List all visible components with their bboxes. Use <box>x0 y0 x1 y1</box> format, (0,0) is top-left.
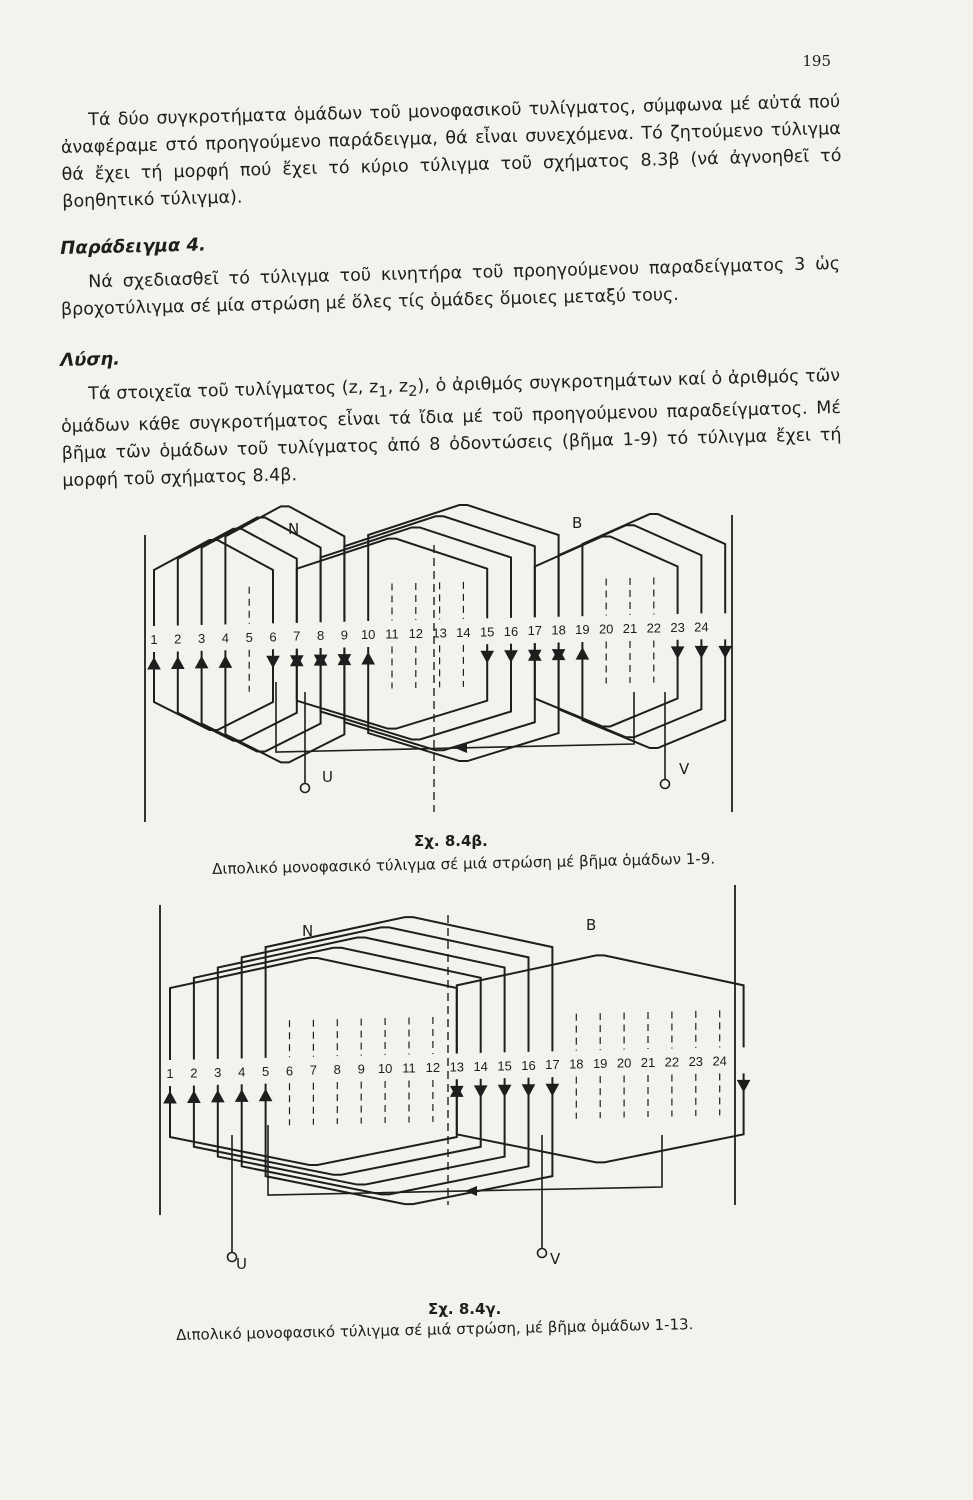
slot-number: 3 <box>197 630 206 646</box>
pole-n-label: N <box>302 922 314 940</box>
slot-number: 12 <box>425 1059 441 1075</box>
current-arrow <box>499 1085 511 1096</box>
slot-number: 17 <box>545 1057 560 1073</box>
slot-number: 6 <box>269 629 277 645</box>
slot-number: 24 <box>712 1053 727 1069</box>
current-arrow <box>236 1090 248 1101</box>
slot-number: 4 <box>238 1064 246 1080</box>
solution-heading: Λύση. <box>60 348 121 371</box>
terminal-v-circle <box>538 1249 547 1258</box>
current-arrow <box>523 1085 535 1096</box>
slot-number: 7 <box>293 628 301 644</box>
coil-top-end <box>242 927 529 1058</box>
slot-number: 2 <box>190 1065 198 1081</box>
current-arrow <box>738 1080 750 1091</box>
terminal-v-label: V <box>679 760 690 778</box>
figure-8-4c-caption: Διπολικό μονοφασικό τύλιγμα σέ μιά στρώση, μέ βῆμα ὁμάδων 1-13. <box>176 1315 694 1344</box>
pole-n-label: N <box>288 520 300 538</box>
slot-number: 7 <box>309 1062 318 1078</box>
coil-top-end <box>218 938 505 1059</box>
slot-number: 14 <box>473 1058 488 1074</box>
slot-number: 16 <box>503 623 519 639</box>
slot-number: 18 <box>551 622 566 638</box>
paragraph-2: Νά σχεδιασθεῖ τό τύλιγμα τοῦ κινητήρα τοῦ προηγούμενου παραδείγματος 3 ὡς βροχοτύλιγμα σέ μία στρώση μέ ὅλες τίς ὁμάδες ὅμοιες μεταξύ τους. <box>60 253 841 320</box>
slot-number: 23 <box>670 619 685 635</box>
slot-number: 8 <box>316 628 325 644</box>
current-arrow <box>212 1091 224 1102</box>
terminal-u-label: U <box>322 768 333 786</box>
slot-number: 1 <box>166 1066 174 1081</box>
slot-number: 19 <box>592 1056 608 1072</box>
slot-number: 15 <box>497 1058 512 1074</box>
slot-number: 2 <box>174 631 182 647</box>
slot-number: 1 <box>150 632 158 647</box>
slot-number: 21 <box>640 1055 656 1070</box>
connection-arrow <box>465 1186 477 1196</box>
pole-b-label: B <box>572 514 583 532</box>
slot-number: 11 <box>402 1060 416 1076</box>
figure-8-4b-caption: Διπολικό μονοφασικό τύλιγμα σέ μιά στρώση μέ βῆμα ὁμάδων 1-9. <box>212 849 716 878</box>
current-arrow <box>164 1092 176 1103</box>
current-arrow <box>260 1090 272 1101</box>
current-arrow <box>475 1086 487 1097</box>
current-arrow <box>546 1084 558 1095</box>
paragraph-1: Τά δύο συγκροτήματα ὁμάδων τοῦ μονοφασικοῦ τυλίγματος, σύμφωνα μέ αὐτά πού ἀναφέραμε στό προηγούμενο παράδειγμα, θά εἶναι συνεχόμενα. Τό ζητούμενο τύλιγμα θά ἔχει τή μορφή πού ἔχει τό κύριο τύλιγμα τοῦ σχήματος 8.3β (νά ἀγνοηθεῖ τό βοηθητικό τύλιγμα). <box>60 91 842 212</box>
slot-number: 20 <box>598 621 614 637</box>
slot-number: 17 <box>527 623 543 639</box>
slot-number: 24 <box>694 619 709 635</box>
slot-number: 9 <box>340 627 349 643</box>
slot-number: 13 <box>449 1059 465 1075</box>
slot-number: 9 <box>357 1061 365 1077</box>
page-number: 195 <box>802 52 831 70</box>
current-arrow <box>188 1091 200 1102</box>
slot-number: 6 <box>285 1063 294 1079</box>
slot-number: 23 <box>688 1053 704 1069</box>
slot-number: 18 <box>569 1056 584 1072</box>
slot-number: 10 <box>377 1061 393 1077</box>
slot-number: 11 <box>385 626 399 642</box>
slot-number: 19 <box>575 622 590 638</box>
figure-8-4c-label: Σχ. 8.4γ. <box>428 1300 502 1318</box>
coil-top-end <box>194 948 481 1060</box>
slot-number: 8 <box>333 1062 341 1078</box>
slot-number: 16 <box>521 1057 536 1073</box>
slot-number: 4 <box>221 630 230 646</box>
slot-number: 20 <box>616 1055 632 1071</box>
slot-number: 22 <box>646 620 662 636</box>
paragraph-3: Τά στοιχεῖα τοῦ τυλίγματος (z, $z_1$, $z_2$), ὁ ἀριθμός συγκροτημάτων καί ὁ ἀριθμός τῶν ὁμάδων κάθε συγκροτήματος εἶναι τά ἴδια μέ τοῦ προηγούμενου παραδείγματος. Μέ βῆμα τῶν ὁμάδων τοῦ τυλίγματος ἀπό 8 ὀδοντώσεις (βῆμα 1-9) τό τύλιγμα ἔχει τή μορφή τοῦ σχήματος 8.4β. <box>60 365 842 491</box>
slot-number: 21 <box>622 621 638 636</box>
slot-number: 13 <box>432 625 447 641</box>
slot-number: 5 <box>245 629 253 645</box>
terminal-v-label: V <box>550 1250 561 1268</box>
pole-b-label: B <box>586 916 597 934</box>
terminal-u-label: U <box>236 1255 247 1273</box>
slot-number: 3 <box>214 1064 222 1080</box>
slot-number: 10 <box>360 627 376 643</box>
slot-number: 14 <box>456 624 471 640</box>
figure-8-4b-label: Σχ. 8.4β. <box>414 832 488 850</box>
slot-number: 5 <box>261 1063 270 1079</box>
example-heading: Παράδειγμα 4. <box>60 234 207 259</box>
slot-number: 15 <box>479 624 495 640</box>
slot-number: 12 <box>408 625 424 641</box>
slot-number: 22 <box>664 1054 680 1070</box>
